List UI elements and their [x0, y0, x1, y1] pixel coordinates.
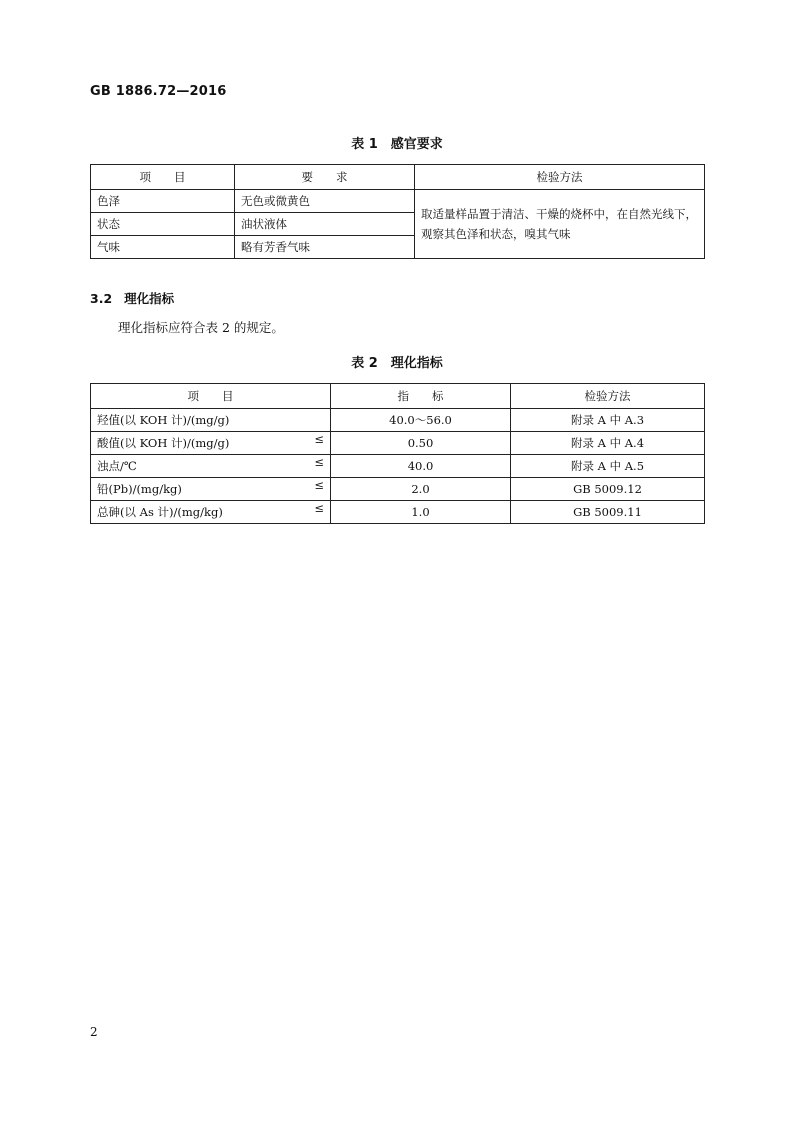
row-value: 0.50 [331, 432, 511, 455]
table-row [91, 432, 705, 455]
row-item [91, 478, 331, 501]
item-label: 总砷(以 As 计)/(mg/kg) [97, 505, 223, 519]
inspection-method: 取适量样品置于清洁、干燥的烧杯中，在自然光线下，观察其色泽和状态，嗅其气味 [415, 190, 705, 259]
section-number: 3.2 [90, 291, 113, 306]
section-heading [90, 289, 174, 307]
row-method: 附录 A 中 A.3 [511, 409, 705, 432]
column-header-requirement: 要 求 [235, 165, 415, 190]
column-header-item: 项 目 [91, 384, 331, 409]
row-requirement: 油状液体 [235, 213, 415, 236]
table-header-row [91, 384, 705, 409]
table1-caption: 表 1 感官要求 [351, 137, 443, 152]
column-header-method: 检验方法 [415, 165, 705, 190]
leq-symbol: ≤ [314, 432, 324, 446]
row-value: 40.0～56.0 [331, 409, 511, 432]
table-row [91, 190, 705, 213]
page-number: 2 [90, 1025, 98, 1039]
row-item: 气味 [91, 236, 235, 259]
row-value: 40.0 [331, 455, 511, 478]
item-label: 铅(Pb)/(mg/kg) [97, 482, 182, 496]
leq-symbol: ≤ [314, 501, 324, 515]
section-paragraph: 理化指标应符合表 2 的规定。 [118, 320, 284, 335]
row-item [91, 409, 331, 432]
column-header-index: 指 标 [331, 384, 511, 409]
item-label: 浊点/℃ [97, 459, 137, 473]
row-requirement: 无色或微黄色 [235, 190, 415, 213]
sensory-requirements-table [90, 164, 705, 259]
table-row [91, 501, 705, 524]
row-method: 附录 A 中 A.4 [511, 432, 705, 455]
table-header-row [91, 165, 705, 190]
row-method: 附录 A 中 A.5 [511, 455, 705, 478]
row-method: GB 5009.12 [511, 478, 705, 501]
table-row [91, 478, 705, 501]
physicochemical-table [90, 383, 705, 524]
row-item [91, 501, 331, 524]
row-item [91, 455, 331, 478]
item-label: 羟值(以 KOH 计)/(mg/g) [97, 413, 230, 427]
leq-symbol: ≤ [314, 455, 324, 469]
row-item: 色泽 [91, 190, 235, 213]
table-row [91, 409, 705, 432]
row-method: GB 5009.11 [511, 501, 705, 524]
row-value: 2.0 [331, 478, 511, 501]
row-requirement: 略有芳香气味 [235, 236, 415, 259]
leq-symbol: ≤ [314, 478, 324, 492]
table2-caption: 表 2 理化指标 [351, 356, 443, 371]
column-header-method: 检验方法 [511, 384, 705, 409]
standard-header: GB 1886.72—2016 [90, 84, 227, 99]
row-item: 状态 [91, 213, 235, 236]
row-item [91, 432, 331, 455]
section-title: 理化指标 [124, 291, 175, 306]
item-label: 酸值(以 KOH 计)/(mg/g) [97, 436, 230, 450]
table-row [91, 455, 705, 478]
column-header-item: 项 目 [91, 165, 235, 190]
row-value: 1.0 [331, 501, 511, 524]
